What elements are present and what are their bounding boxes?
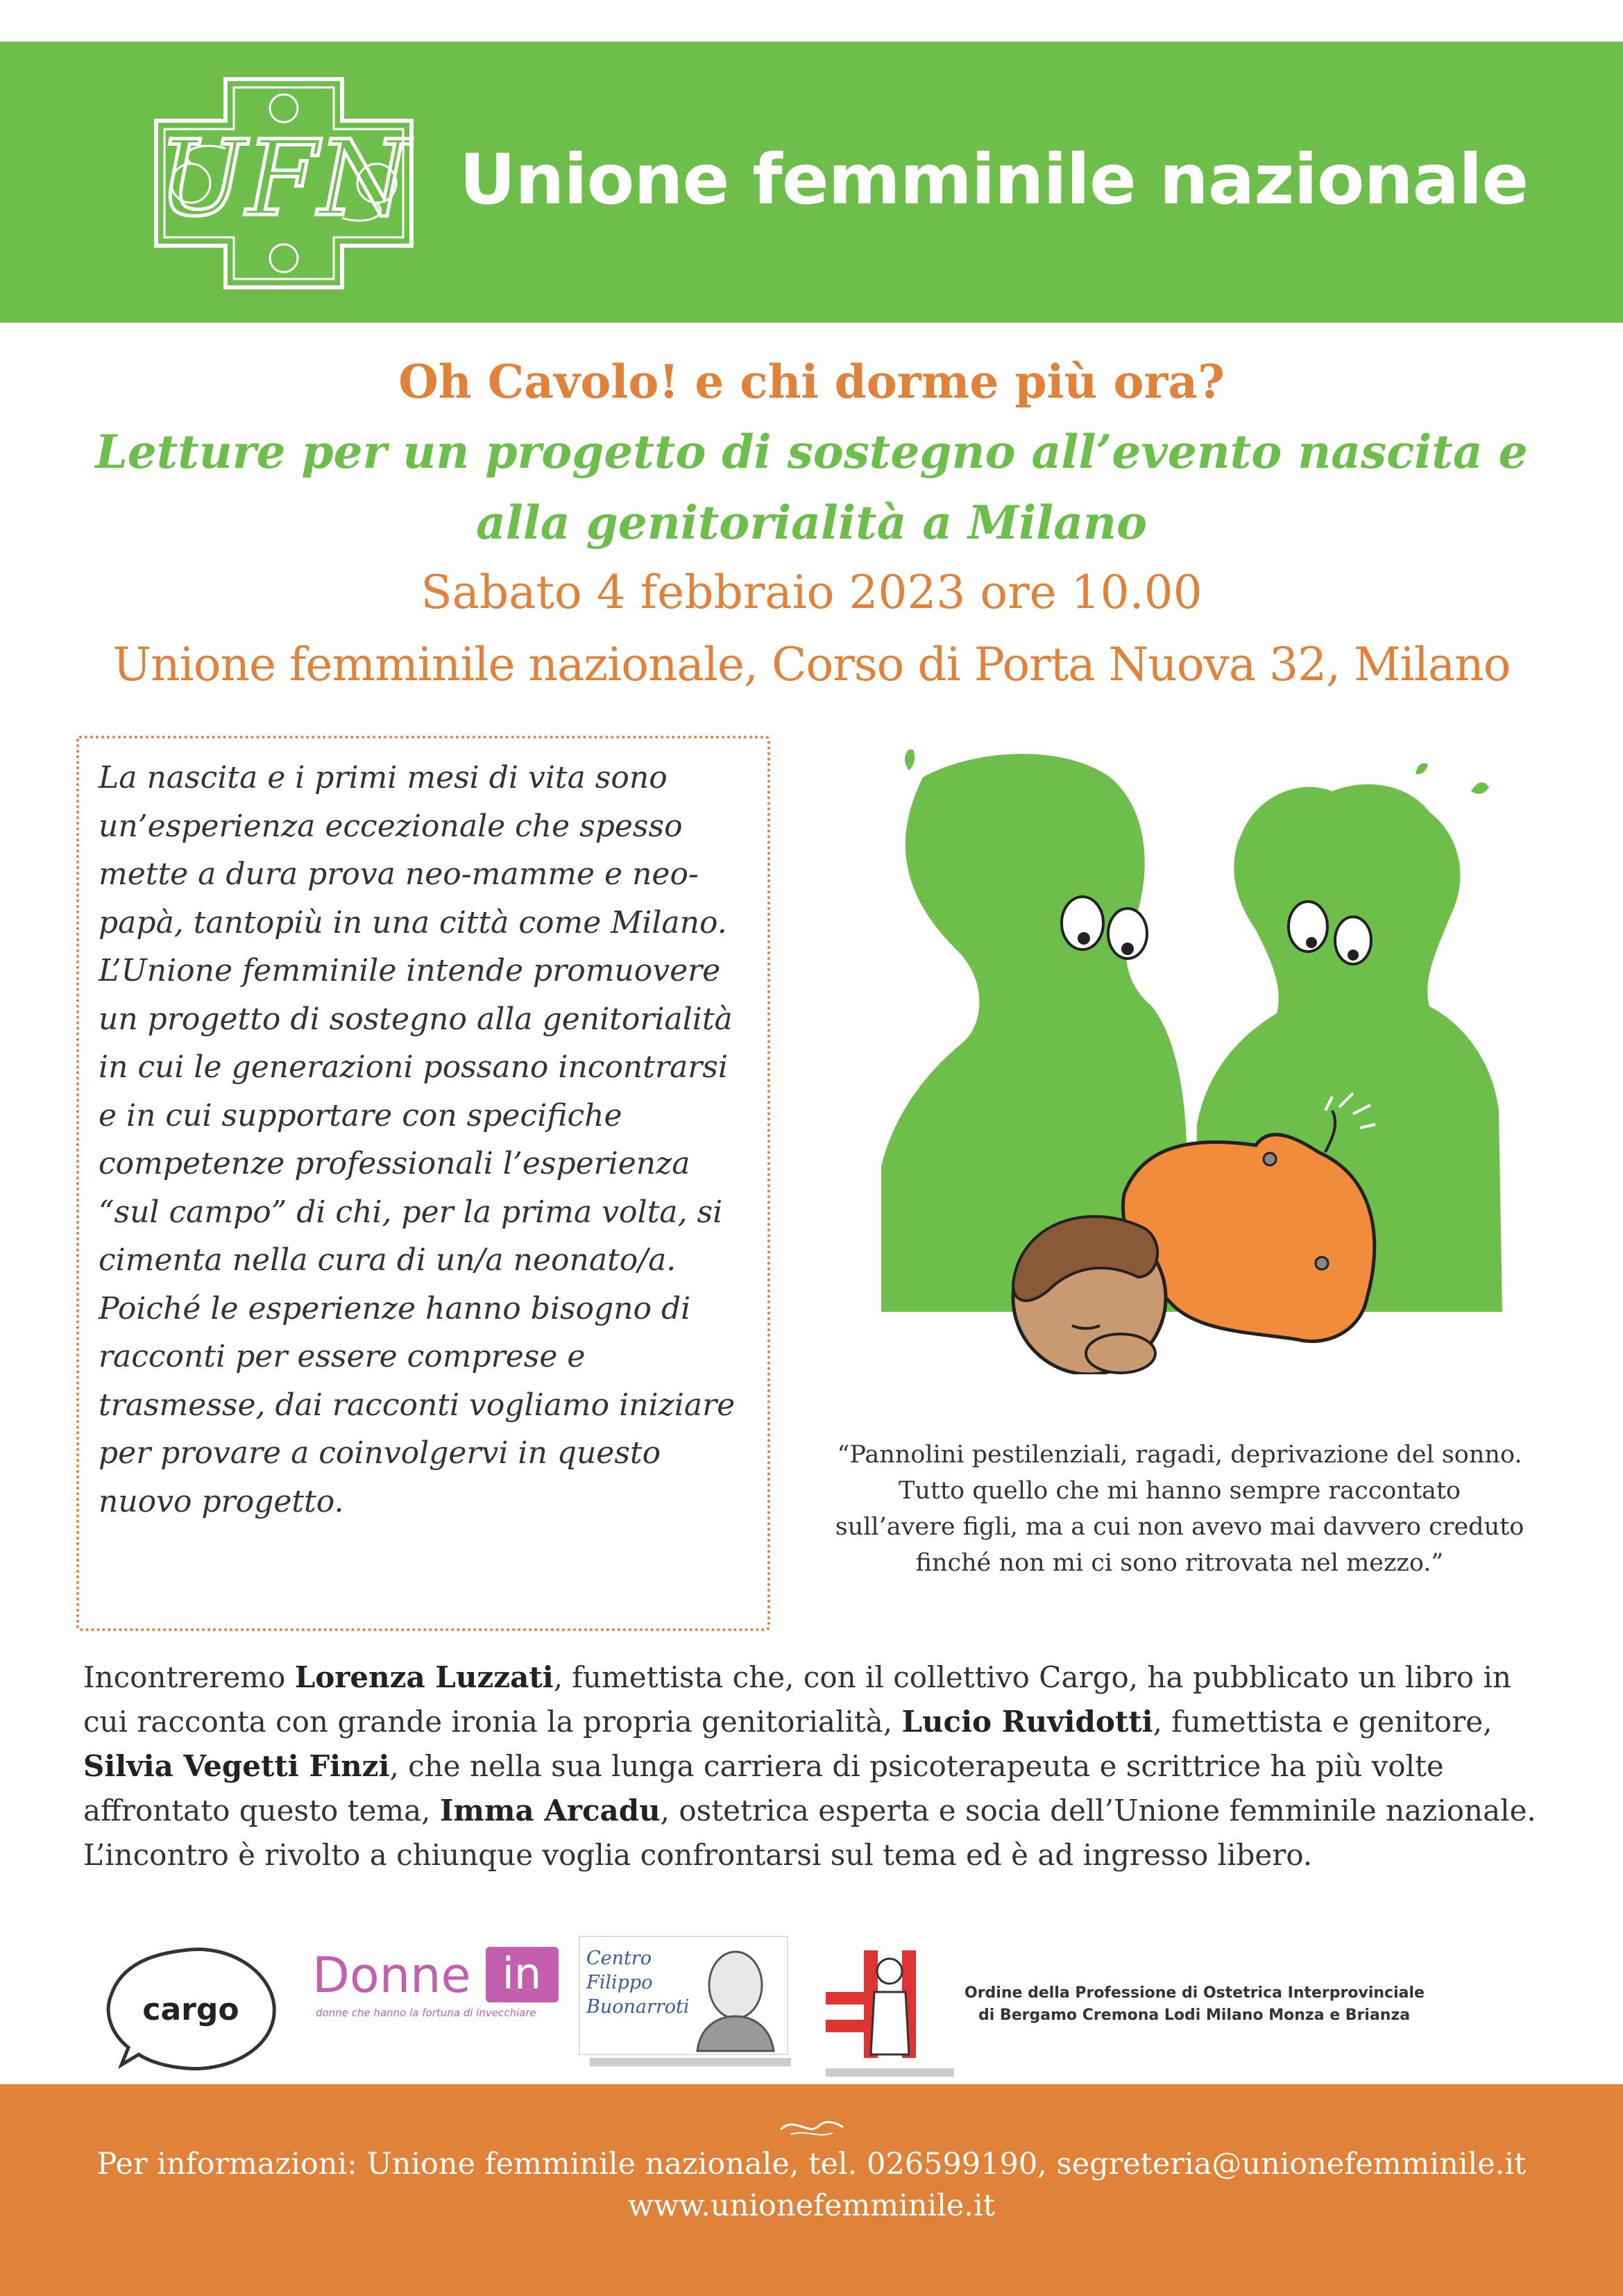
header-banner xyxy=(0,42,1623,323)
event-date: Sabato 4 febbraio 2023 ore 10.00 xyxy=(420,566,1203,619)
cargo-logo xyxy=(108,1949,274,2068)
event-subtitle-line2: alla genitorialità a Milano xyxy=(475,496,1148,550)
partner-logos xyxy=(0,1916,1623,2082)
text-run: , fumettista e genitore, xyxy=(1153,1705,1493,1739)
event-titles xyxy=(0,347,1623,702)
quote-line: Tutto quello che mi hanno sempre raccontato xyxy=(899,1477,1461,1505)
donne-text: Donne xyxy=(312,1947,471,2004)
ornament-icon xyxy=(777,2112,847,2140)
text-run: , che nella sua lunga carriera di psicoterapeuta e scrittrice ha più volte affrontato questo tema, xyxy=(83,1749,1444,1827)
event-venue: Unione femminile nazionale, Corso di Porta Nuova 32, Milano xyxy=(112,638,1511,691)
speaker-name: Imma Arcadu xyxy=(439,1793,661,1827)
donne-in-logo xyxy=(312,1947,559,2019)
contact-info: Per informazioni: Unione femminile nazionale, tel. 026599190, segreteria@unionefemminile.it xyxy=(96,2147,1527,2181)
centro-line: Centro xyxy=(586,1948,652,1969)
speaker-name: Lucio Ruvidotti xyxy=(901,1705,1153,1739)
ordine-line2: di Bergamo Cremona Lodi Milano Monza e Brianza xyxy=(978,2007,1411,2024)
intro-paragraph-1: La nascita e i primi mesi di vita sono un’esperienza eccezionale che spesso mette a dura prova neo-mamme e neo-papà, tantopiù in una città come Milano. L’Unione femminile intende promuovere un progetto di sostegno alla genitorialità in cui le generazioni possano incontrarsi e in cui supportare con specifiche competenze professionali l’esperienza “sul campo” di chi, per la prima volta, si cimenta nella cura di un/a neonato/a. xyxy=(99,760,733,1278)
org-title: Unione femminile nazionale xyxy=(459,139,1529,220)
logo-monogram: UFN xyxy=(158,119,409,239)
event-subtitle-line1: Letture per un progetto di sostegno all’evento nascita e xyxy=(95,425,1528,479)
centro-line: Filippo xyxy=(586,1972,653,1993)
text-run: Incontreremo xyxy=(83,1660,295,1694)
website-link[interactable]: www.unionefemminile.it xyxy=(627,2188,996,2223)
speaker-name: Silvia Vegetti Finzi xyxy=(83,1749,390,1783)
donne-tagline: donne che hanno la fortuna di invecchiare xyxy=(316,2007,536,2019)
book-quote xyxy=(798,1437,1561,1581)
ordine-line1: Ordine della Professione di Ostetrica Interprovinciale xyxy=(965,1984,1425,2002)
speakers-paragraph xyxy=(83,1655,1547,1877)
quote-line: finché non mi ci sono ritrovata nel mezzo.” xyxy=(915,1549,1444,1577)
cargo-text: cargo xyxy=(142,1992,239,2027)
quote-line: “Pannolini pestilenziali, ragadi, deprivazione del sonno. xyxy=(837,1441,1522,1469)
quote-line: sull’avere figli, ma a cui non avevo mai davvero creduto xyxy=(835,1513,1524,1541)
centro-buonarroti-logo xyxy=(579,1936,791,2066)
text-run: , ostetrica esperta e socia dell’Unione femminile nazionale. L’incontro è rivolto a chiunque voglia confrontarsi sul tema ed è ad ingresso libero. xyxy=(83,1793,1536,1872)
intro-paragraph-2: Poiché le esperienze hanno bisogno di racconti per essere comprese e trasmesse, dai racconti vogliamo iniziare per provare a coinvolgervi in questo nuovo progetto. xyxy=(99,1290,736,1519)
text-run: , fumettista che, con il collettivo Cargo, ha pubblicato un libro in cui racconta con grande ironia la propria genitorialità, xyxy=(83,1660,1511,1739)
centro-line: Buonarroti xyxy=(586,1996,690,2018)
event-title: Oh Cavolo! e chi dorme più ora? xyxy=(398,355,1225,409)
speaker-name: Lorenza Luzzati xyxy=(294,1660,554,1694)
in-text: in xyxy=(502,1948,542,1999)
intro-box xyxy=(76,736,770,1631)
ordine-ostetrica-logo xyxy=(817,1936,954,2077)
footer-banner xyxy=(0,2084,1623,2296)
ufn-logo xyxy=(149,72,418,294)
parents-baby-illustration xyxy=(881,750,1547,1374)
